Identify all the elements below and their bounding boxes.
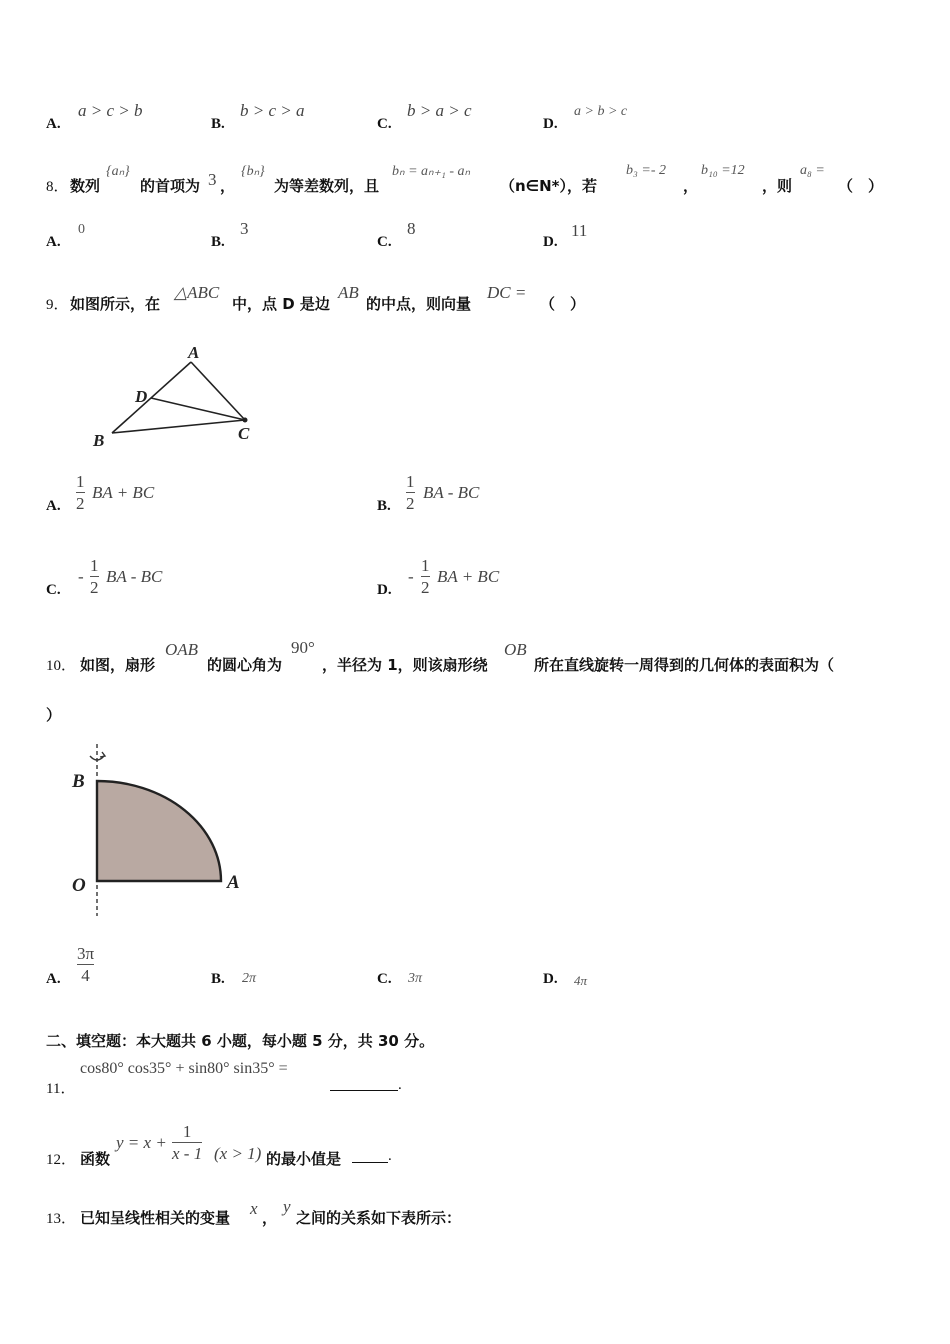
q8-option-a-value: 0 [78, 222, 85, 237]
q9-option-c-fraction [90, 556, 99, 597]
q13-var-y: y [283, 1197, 291, 1216]
q8-seq-b: {bₙ} [241, 164, 265, 179]
q8-relation: bₙ = aₙ₊₁ - aₙ [392, 164, 471, 179]
q9-option-d-num: 1 [421, 556, 430, 575]
q9-option-c-label: C. [46, 582, 61, 598]
q10-option-d-value: 4π [574, 973, 588, 988]
q9-option-d-den: 2 [421, 578, 430, 597]
q13-number: 13． [46, 1211, 77, 1227]
q10-option-a-num: 3π [77, 944, 95, 963]
q9-triangle: △ABC [174, 283, 220, 302]
q7-option-c-expr: b > a > c [407, 101, 472, 120]
q9-figure-label-a: A [188, 343, 200, 362]
q10-text-2: 的圆心角为 [207, 656, 283, 674]
q9-figure-label-c: C [238, 424, 250, 443]
q9-option-d-sign: - [408, 567, 414, 586]
q12-denominator: x - 1 [172, 1144, 203, 1163]
q9-option-a-den: 2 [76, 494, 85, 513]
q9-option-c-num: 1 [90, 556, 99, 575]
q12-end: . [388, 1148, 392, 1164]
q8-option-d-label: D. [543, 234, 558, 250]
q9-option-a-fraction [76, 472, 85, 513]
q9-vector-dc: DC = [487, 283, 527, 302]
q12-lhs: y = x + [116, 1133, 167, 1152]
q10-ob: OB [504, 640, 527, 659]
q12-number: 12． [46, 1152, 77, 1168]
q12-answer-blank[interactable] [352, 1147, 388, 1163]
q8-a8: a₈ = [800, 163, 825, 178]
q7-option-d-label: D. [543, 116, 558, 132]
q8-text-4: ，则 [762, 177, 793, 195]
q10-figure-label-o: O [72, 875, 86, 896]
q8-option-b-label: B. [211, 234, 225, 250]
q9-option-d-label: D. [377, 582, 392, 598]
q10-sector-shape [97, 781, 221, 881]
q10-text-5: ） [46, 706, 62, 724]
q10-sector-figure [64, 740, 254, 918]
q8-comma-1: ， [220, 177, 236, 195]
q9-ab: AB [338, 283, 359, 302]
q9-option-b-fraction [406, 472, 415, 513]
q10-figure-label-a: A [227, 872, 240, 893]
q8-answer-paren: （ ） [838, 177, 884, 195]
q9-option-b-den: 2 [406, 494, 415, 513]
q10-number: 10． [46, 658, 77, 674]
q9-figure-label-d: D [135, 387, 148, 406]
q12-text-1: 函数 [80, 1150, 111, 1168]
q8-b10: b₁₀ =12 [701, 163, 745, 178]
q9-answer-paren: （ ） [540, 295, 586, 313]
q11-expression: cos80° cos35° + sin80° sin35° = [80, 1060, 288, 1077]
q7-option-b-expr: b > c > a [240, 101, 305, 120]
q10-option-c-value: 3π [408, 971, 423, 986]
q10-option-b-label: B. [211, 971, 225, 987]
q12-text-2: 的最小值是 [266, 1150, 342, 1168]
q12-condition: (x > 1) [214, 1144, 262, 1163]
q10-option-b-value: 2π [242, 971, 257, 986]
q9-option-a-rest: BA + BC [92, 483, 155, 502]
q9-number: 9． [46, 297, 69, 313]
q8-option-c-label: C. [377, 234, 392, 250]
q8-option-a-label: A. [46, 234, 61, 250]
q9-figure-label-b: B [93, 431, 105, 450]
q10-angle: 90° [291, 638, 315, 657]
section-2-title: 二、填空题：本大题共 6 小题，每小题 5 分，共 30 分。 [46, 1032, 435, 1050]
q9-option-d-fraction [421, 556, 430, 597]
q10-option-d-label: D. [543, 971, 558, 987]
q7-option-a-label: A. [46, 116, 61, 132]
q9-option-a-label: A. [46, 498, 61, 514]
q9-option-d-rest: BA + BC [437, 567, 500, 586]
q9-text-1: 如图所示，在 [70, 295, 161, 313]
q8-b3: b₃ =- 2 [626, 163, 666, 178]
q9-triangle-figure [85, 338, 270, 453]
q11-number: 11． [46, 1081, 76, 1097]
q9-option-c-den: 2 [90, 578, 99, 597]
q8-condition: （n∈N*），若 [500, 177, 598, 195]
q10-oab: OAB [165, 640, 199, 659]
q7-option-a-expr: a > c > b [78, 101, 143, 120]
q8-number: 8． [46, 179, 69, 195]
q13-comma: ， [262, 1209, 278, 1227]
q13-var-x: x [250, 1199, 258, 1218]
q8-option-c-value: 8 [407, 219, 416, 238]
q11-end: . [398, 1077, 402, 1093]
q9-option-c-sign: - [78, 567, 84, 586]
q7-option-c-label: C. [377, 116, 392, 132]
q10-option-a-den: 4 [81, 966, 90, 985]
q10-text-4: 所在直线旋转一周得到的几何体的表面积为（ [534, 656, 835, 674]
q7-option-d-expr: a > b > c [574, 104, 628, 119]
q10-option-c-label: C. [377, 971, 392, 987]
q13-text-1: 已知呈线性相关的变量 [80, 1209, 231, 1227]
q11-answer-blank[interactable] [330, 1075, 398, 1091]
q8-option-b-value: 3 [240, 219, 249, 238]
q7-option-b-label: B. [211, 116, 225, 132]
q10-text-3: ，半径为 1，则该扇形绕 [322, 656, 488, 674]
q9-option-c-rest: BA - BC [106, 567, 163, 586]
q10-option-a-fraction [77, 944, 94, 985]
q8-text-1: 数列 [70, 177, 101, 195]
q9-option-a-num: 1 [76, 472, 85, 491]
q8-option-d-value: 11 [571, 221, 588, 240]
q8-text-3: 为等差数列，且 [274, 177, 380, 195]
q10-figure-label-b: B [72, 771, 85, 792]
q8-first-term: 3 [208, 170, 217, 189]
q9-option-b-num: 1 [406, 472, 415, 491]
q8-text-2: 的首项为 [140, 177, 201, 195]
q10-option-a-label: A. [46, 971, 61, 987]
q10-text-1: 如图，扇形 [80, 656, 156, 674]
q8-seq-a: {aₙ} [106, 164, 130, 179]
q12-numerator: 1 [182, 1122, 192, 1141]
q9-text-3: 的中点，则向量 [366, 295, 472, 313]
q12-fraction [172, 1122, 202, 1163]
q9-text-2: 中，点 D 是边 [232, 295, 330, 313]
q13-text-2: 之间的关系如下表所示： [296, 1209, 462, 1227]
q8-comma-2: ， [683, 177, 699, 195]
q9-option-b-label: B. [377, 498, 391, 514]
q9-option-b-rest: BA - BC [423, 483, 480, 502]
